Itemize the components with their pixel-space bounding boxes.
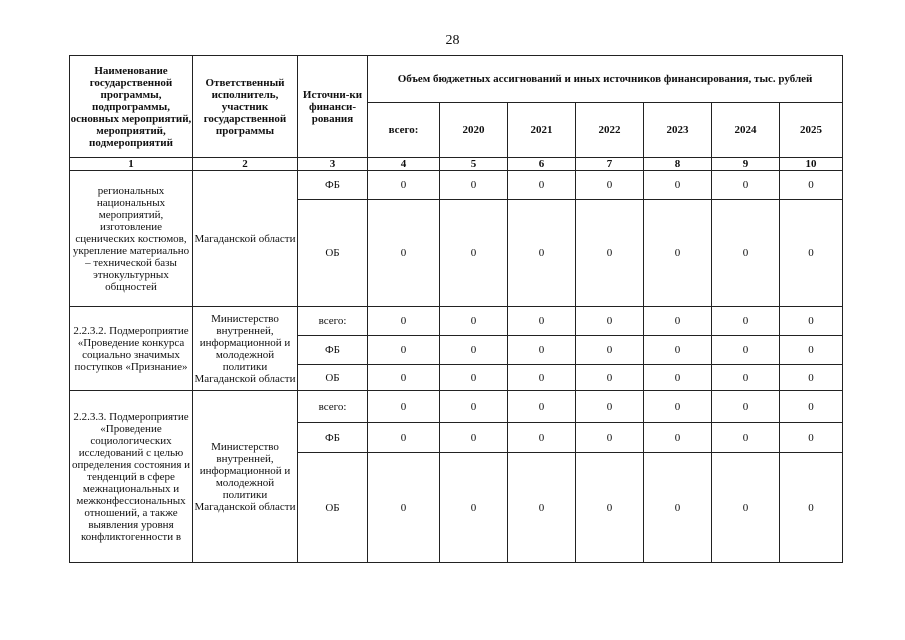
value-cell: 0 (644, 171, 712, 200)
value-cell: 0 (644, 391, 712, 423)
column-index: 10 (780, 158, 843, 171)
value-cell: 0 (440, 307, 508, 336)
header-source-column: Источни-ки финанси-рования (298, 56, 368, 158)
column-index: 3 (298, 158, 368, 171)
item-name-cell: региональных национальных мероприятий, изготовление сценических костюмов, укрепление материально – технической базы этнокультурных общностей (70, 171, 193, 307)
value-cell: 0 (368, 453, 440, 563)
value-cell: 0 (368, 200, 440, 307)
executor-cell: Магаданской области (193, 171, 298, 307)
executor-cell: Министерство внутренней, информационной и молодежной политики Магаданской области (193, 391, 298, 563)
executor-cell: Министерство внутренней, информационной и молодежной политики Магаданской области (193, 307, 298, 391)
value-cell: 0 (368, 391, 440, 423)
value-cell: 0 (440, 200, 508, 307)
value-cell: 0 (508, 307, 576, 336)
value-cell: 0 (576, 336, 644, 365)
header-year-2023: 2023 (644, 103, 712, 158)
value-cell: 0 (712, 453, 780, 563)
value-cell: 0 (712, 423, 780, 453)
source-cell: ОБ (298, 200, 368, 307)
value-cell: 0 (508, 391, 576, 423)
item-name-cell: 2.2.3.2. Подмероприятие «Проведение конкурса социально значимых поступков «Признание» (70, 307, 193, 391)
value-cell: 0 (644, 336, 712, 365)
value-cell: 0 (368, 365, 440, 391)
value-cell: 0 (780, 307, 843, 336)
budget-table (69, 55, 843, 563)
header-year-2024: 2024 (712, 103, 780, 158)
header-volume-column: Объем бюджетных ассигнований и иных источников финансирования, тыс. рублей (368, 56, 843, 103)
source-cell: всего: (298, 307, 368, 336)
value-cell: 0 (440, 336, 508, 365)
value-cell: 0 (576, 171, 644, 200)
item-name-cell: 2.2.3.3. Подмероприятие «Проведение социологических исследований с целью определения состояния и тенденций в сфере межнациональных и межконфессиональных отношений, а также выявления уровня конфликтогенности в (70, 391, 193, 563)
value-cell: 0 (440, 453, 508, 563)
column-index: 8 (644, 158, 712, 171)
value-cell: 0 (576, 365, 644, 391)
value-cell: 0 (440, 365, 508, 391)
source-cell: ФБ (298, 171, 368, 200)
column-index: 2 (193, 158, 298, 171)
table-row (70, 307, 843, 336)
value-cell: 0 (712, 200, 780, 307)
page-number: 28 (445, 33, 460, 48)
value-cell: 0 (440, 423, 508, 453)
header-name-column: Наименование государственной программы, подпрограммы, основных мероприятий, мероприятий, подмероприятий (70, 56, 193, 158)
value-cell: 0 (508, 423, 576, 453)
value-cell: 0 (368, 307, 440, 336)
value-cell: 0 (508, 171, 576, 200)
value-cell: 0 (644, 423, 712, 453)
header-year-2025: 2025 (780, 103, 843, 158)
value-cell: 0 (440, 171, 508, 200)
value-cell: 0 (368, 171, 440, 200)
value-cell: 0 (780, 336, 843, 365)
source-cell: ФБ (298, 423, 368, 453)
header-year-2022: 2022 (576, 103, 644, 158)
value-cell: 0 (780, 391, 843, 423)
table-row (70, 171, 843, 200)
column-index: 9 (712, 158, 780, 171)
value-cell: 0 (644, 307, 712, 336)
value-cell: 0 (712, 365, 780, 391)
column-index: 1 (70, 158, 193, 171)
value-cell: 0 (440, 391, 508, 423)
column-index: 7 (576, 158, 644, 171)
value-cell: 0 (576, 453, 644, 563)
value-cell: 0 (712, 171, 780, 200)
value-cell: 0 (508, 365, 576, 391)
value-cell: 0 (644, 453, 712, 563)
value-cell: 0 (368, 423, 440, 453)
value-cell: 0 (368, 336, 440, 365)
header-year-2020: 2020 (440, 103, 508, 158)
value-cell: 0 (576, 307, 644, 336)
value-cell: 0 (712, 336, 780, 365)
value-cell: 0 (576, 423, 644, 453)
value-cell: 0 (780, 171, 843, 200)
source-cell: ФБ (298, 336, 368, 365)
table-row (70, 391, 843, 423)
source-cell: ОБ (298, 365, 368, 391)
value-cell: 0 (780, 423, 843, 453)
header-year-2021: 2021 (508, 103, 576, 158)
value-cell: 0 (644, 365, 712, 391)
value-cell: 0 (508, 336, 576, 365)
value-cell: 0 (508, 200, 576, 307)
value-cell: 0 (576, 391, 644, 423)
value-cell: 0 (712, 307, 780, 336)
column-index: 6 (508, 158, 576, 171)
value-cell: 0 (508, 453, 576, 563)
value-cell: 0 (576, 200, 644, 307)
source-cell: ОБ (298, 453, 368, 563)
header-year-total: всего: (368, 103, 440, 158)
value-cell: 0 (780, 200, 843, 307)
value-cell: 0 (780, 453, 843, 563)
value-cell: 0 (644, 200, 712, 307)
source-cell: всего: (298, 391, 368, 423)
value-cell: 0 (780, 365, 843, 391)
column-index: 4 (368, 158, 440, 171)
column-index: 5 (440, 158, 508, 171)
header-executor-column: Ответственный исполнитель, участник государственной программы (193, 56, 298, 158)
value-cell: 0 (712, 391, 780, 423)
